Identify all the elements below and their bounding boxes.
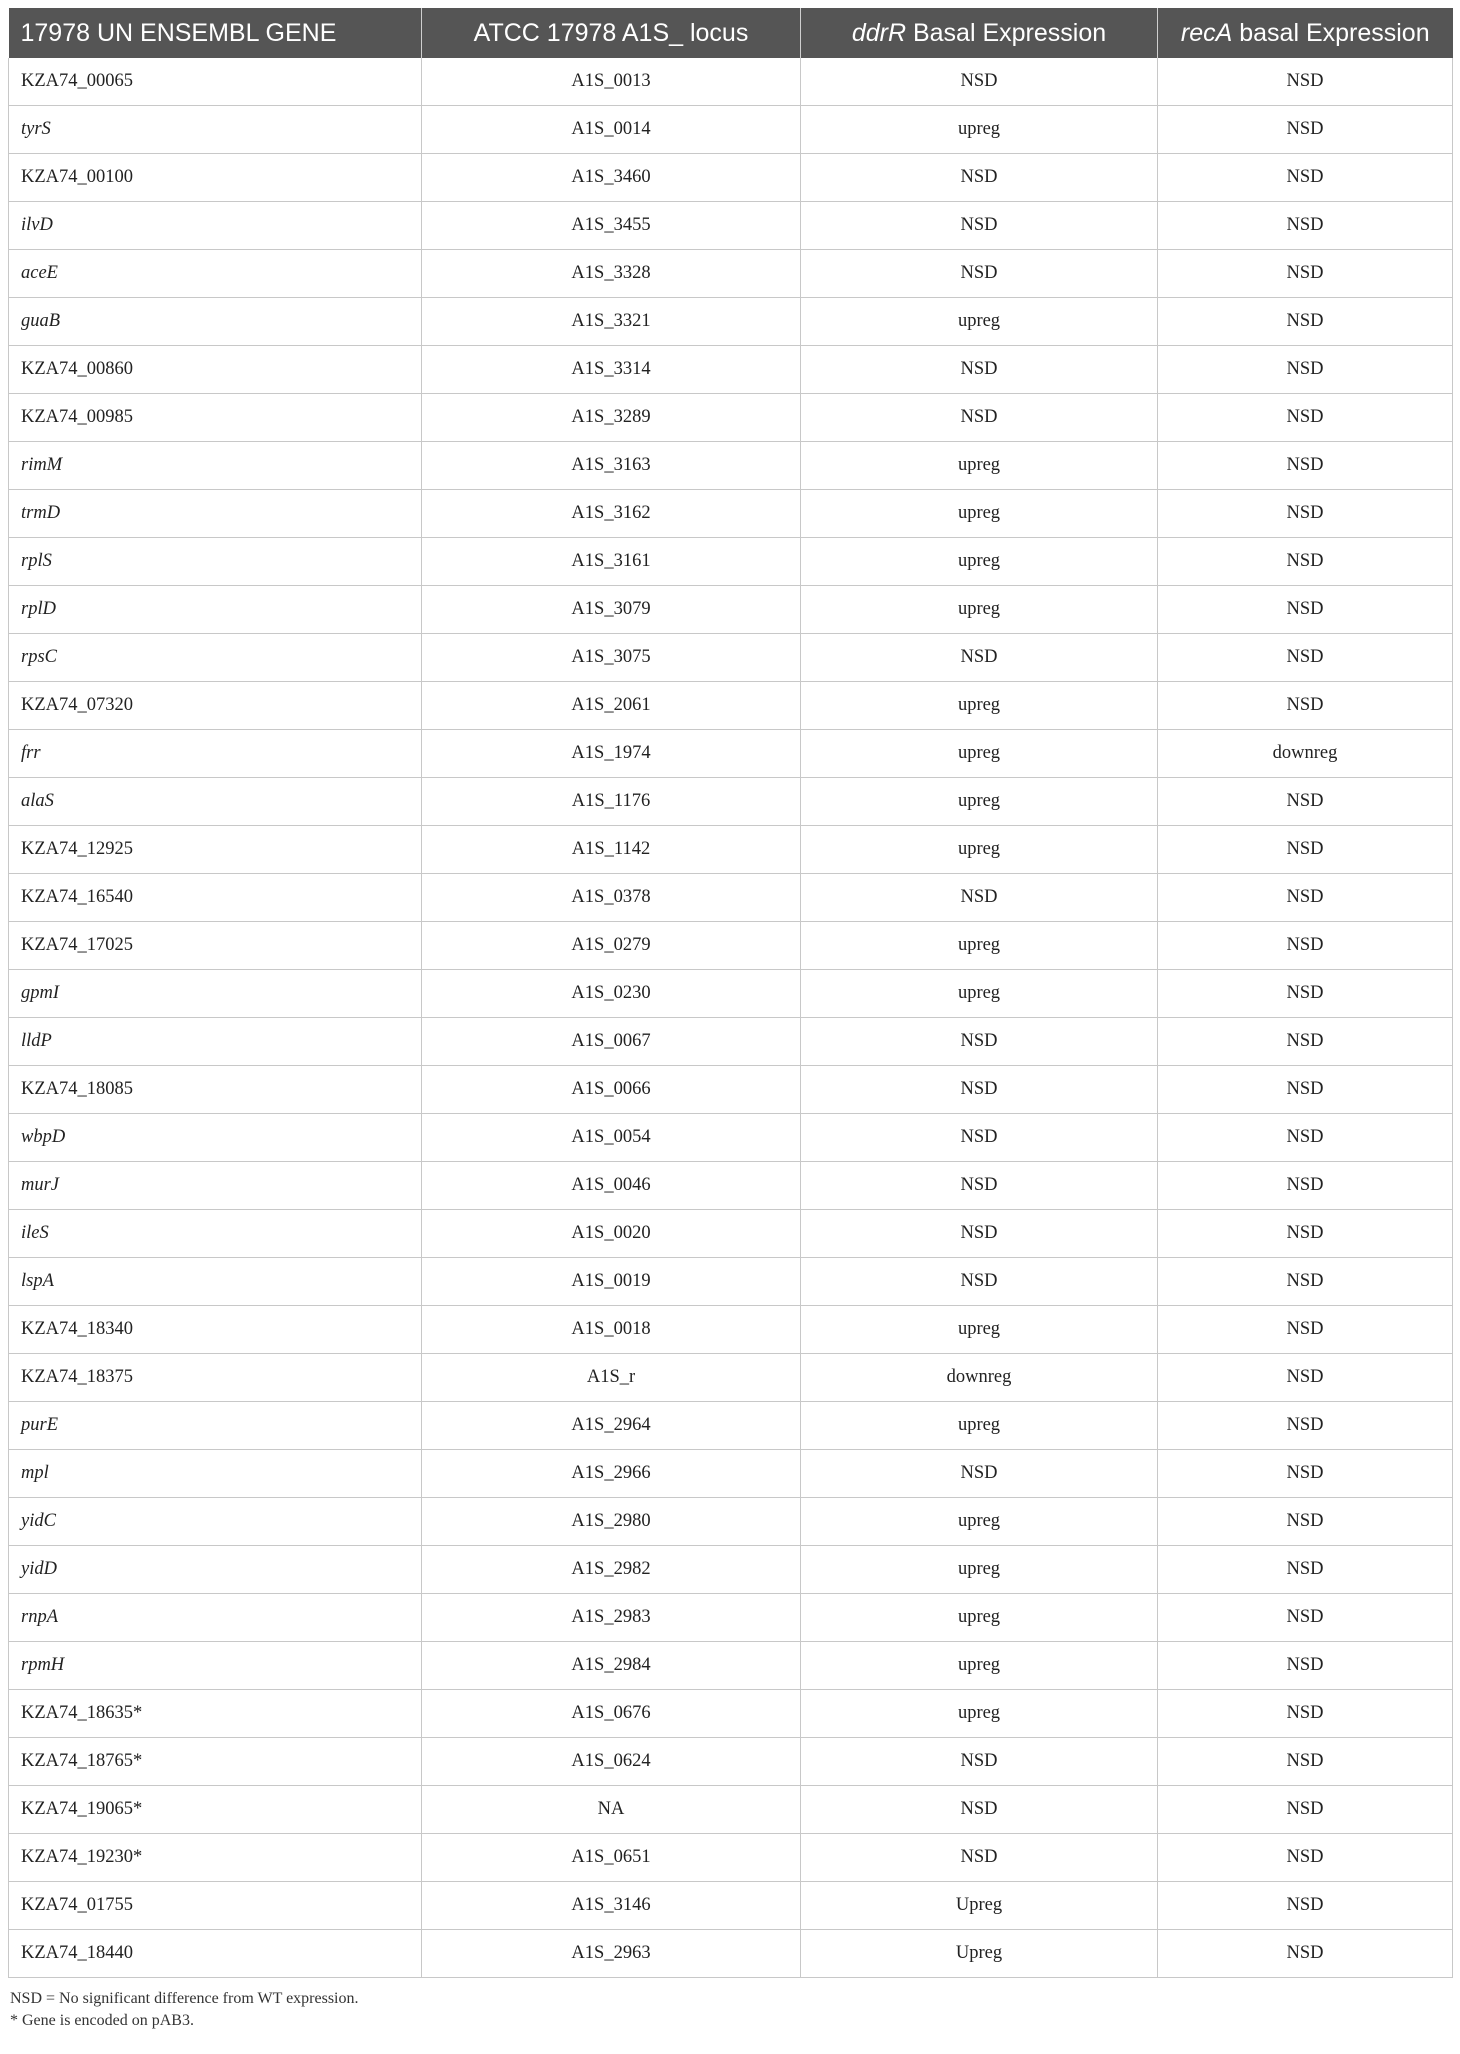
table-row [9, 58, 1453, 106]
ddrr-expression-cell: NSD [801, 250, 1158, 298]
reca-expression-cell: NSD [1158, 1642, 1453, 1690]
footnote-nsd: NSD = No significant difference from WT expression. [10, 1990, 359, 2007]
table-row [9, 1690, 1453, 1738]
table-header [9, 8, 1453, 58]
locus-cell: A1S_3079 [422, 586, 801, 634]
gene-cell: yidD [9, 1546, 422, 1594]
table-row [9, 394, 1453, 442]
table-row [9, 1786, 1453, 1834]
gene-expression-table [8, 8, 1453, 1978]
ddrr-expression-cell: upreg [801, 442, 1158, 490]
table-row [9, 778, 1453, 826]
ddrr-expression-cell: NSD [801, 202, 1158, 250]
reca-expression-cell: NSD [1158, 1738, 1453, 1786]
ddrr-expression-cell: NSD [801, 634, 1158, 682]
reca-expression-cell: NSD [1158, 250, 1453, 298]
gene-cell: KZA74_19230* [9, 1834, 422, 1882]
table-row [9, 538, 1453, 586]
reca-expression-cell: NSD [1158, 1306, 1453, 1354]
table-row [9, 1834, 1453, 1882]
gene-cell: trmD [9, 490, 422, 538]
ddrr-expression-cell: NSD [801, 874, 1158, 922]
locus-cell: A1S_3314 [422, 346, 801, 394]
reca-expression-cell: NSD [1158, 1930, 1453, 1978]
locus-cell: A1S_0624 [422, 1738, 801, 1786]
table-row [9, 1642, 1453, 1690]
table-row [9, 1258, 1453, 1306]
gene-cell: KZA74_00860 [9, 346, 422, 394]
table-row [9, 298, 1453, 346]
table-row [9, 346, 1453, 394]
reca-expression-cell: NSD [1158, 538, 1453, 586]
locus-cell: A1S_0054 [422, 1114, 801, 1162]
ddrr-expression-cell: upreg [801, 682, 1158, 730]
ddrr-expression-cell: upreg [801, 970, 1158, 1018]
gene-cell: KZA74_00100 [9, 154, 422, 202]
gene-cell: KZA74_01755 [9, 1882, 422, 1930]
locus-cell: A1S_0279 [422, 922, 801, 970]
gene-cell: lspA [9, 1258, 422, 1306]
locus-cell: A1S_2980 [422, 1498, 801, 1546]
gene-cell: gpmI [9, 970, 422, 1018]
locus-cell: A1S_3163 [422, 442, 801, 490]
locus-cell: A1S_3455 [422, 202, 801, 250]
gene-cell: KZA74_18085 [9, 1066, 422, 1114]
locus-cell: A1S_0018 [422, 1306, 801, 1354]
table-body [9, 58, 1453, 1978]
ddrr-expression-cell: Upreg [801, 1882, 1158, 1930]
table-row [9, 634, 1453, 682]
gene-cell: rplD [9, 586, 422, 634]
footnote-pab3: * Gene is encoded on pAB3. [10, 2012, 194, 2029]
reca-expression-cell: NSD [1158, 1834, 1453, 1882]
locus-cell: A1S_3460 [422, 154, 801, 202]
reca-expression-cell: NSD [1158, 634, 1453, 682]
locus-cell: A1S_3075 [422, 634, 801, 682]
gene-cell: ilvD [9, 202, 422, 250]
table-footnotes [8, 1988, 1452, 2032]
ddrr-expression-cell: NSD [801, 1114, 1158, 1162]
column-header-gene [9, 8, 422, 58]
reca-expression-cell: NSD [1158, 346, 1453, 394]
reca-expression-cell: NSD [1158, 778, 1453, 826]
table-row [9, 1066, 1453, 1114]
table-row [9, 1114, 1453, 1162]
locus-cell: A1S_3321 [422, 298, 801, 346]
ddrr-expression-cell: downreg [801, 1354, 1158, 1402]
gene-cell: KZA74_18440 [9, 1930, 422, 1978]
ddrr-expression-cell: NSD [801, 1210, 1158, 1258]
column-header-ddrr [801, 8, 1158, 58]
ddrr-expression-cell: upreg [801, 1690, 1158, 1738]
locus-cell: A1S_0378 [422, 874, 801, 922]
ddrr-expression-cell: upreg [801, 1306, 1158, 1354]
locus-cell: A1S_3328 [422, 250, 801, 298]
reca-expression-cell: NSD [1158, 1402, 1453, 1450]
gene-cell: tyrS [9, 106, 422, 154]
locus-cell: A1S_3161 [422, 538, 801, 586]
ddrr-expression-cell: upreg [801, 1402, 1158, 1450]
gene-cell: KZA74_18340 [9, 1306, 422, 1354]
reca-expression-cell: NSD [1158, 1210, 1453, 1258]
locus-cell: A1S_0014 [422, 106, 801, 154]
table-row [9, 1738, 1453, 1786]
table-row [9, 1354, 1453, 1402]
ddrr-expression-cell: Upreg [801, 1930, 1158, 1978]
table-row [9, 1594, 1453, 1642]
table-row [9, 922, 1453, 970]
ddrr-expression-cell: NSD [801, 1018, 1158, 1066]
ddrr-expression-cell: upreg [801, 298, 1158, 346]
reca-expression-cell: NSD [1158, 298, 1453, 346]
gene-cell: rplS [9, 538, 422, 586]
column-header-locus [422, 8, 801, 58]
reca-expression-cell: NSD [1158, 1114, 1453, 1162]
reca-expression-cell: NSD [1158, 1594, 1453, 1642]
ddrr-expression-cell: upreg [801, 538, 1158, 586]
locus-cell: A1S_1142 [422, 826, 801, 874]
ddrr-expression-cell: NSD [801, 1162, 1158, 1210]
gene-cell: lldP [9, 1018, 422, 1066]
ddrr-expression-cell: NSD [801, 1258, 1158, 1306]
gene-cell: KZA74_16540 [9, 874, 422, 922]
gene-cell: alaS [9, 778, 422, 826]
header-text-part: basal Expression [1232, 18, 1430, 47]
reca-expression-cell: NSD [1158, 154, 1453, 202]
gene-cell: murJ [9, 1162, 422, 1210]
table-row [9, 586, 1453, 634]
gene-cell: rpmH [9, 1642, 422, 1690]
reca-expression-cell: NSD [1158, 682, 1453, 730]
locus-cell: A1S_1974 [422, 730, 801, 778]
table-row [9, 1306, 1453, 1354]
gene-cell: rpsC [9, 634, 422, 682]
table-row [9, 1402, 1453, 1450]
ddrr-expression-cell: NSD [801, 1066, 1158, 1114]
gene-cell: frr [9, 730, 422, 778]
locus-cell: A1S_0651 [422, 1834, 801, 1882]
ddrr-expression-cell: NSD [801, 154, 1158, 202]
ddrr-expression-cell: upreg [801, 826, 1158, 874]
locus-cell: A1S_2966 [422, 1450, 801, 1498]
gene-cell: yidC [9, 1498, 422, 1546]
table-row [9, 490, 1453, 538]
reca-expression-cell: NSD [1158, 1546, 1453, 1594]
locus-cell: NA [422, 1786, 801, 1834]
table-container [8, 8, 1452, 2032]
gene-cell: wbpD [9, 1114, 422, 1162]
reca-expression-cell: NSD [1158, 1018, 1453, 1066]
locus-cell: A1S_2983 [422, 1594, 801, 1642]
table-row [9, 154, 1453, 202]
header-text-part: 17978 UN ENSEMBL GENE [20, 18, 337, 47]
ddrr-expression-cell: NSD [801, 1738, 1158, 1786]
table-row [9, 1882, 1453, 1930]
reca-expression-cell: NSD [1158, 922, 1453, 970]
reca-expression-cell: NSD [1158, 1882, 1453, 1930]
reca-expression-cell: NSD [1158, 1354, 1453, 1402]
header-text-part: ATCC 17978 A1S_ locus [473, 18, 749, 47]
locus-cell: A1S_0066 [422, 1066, 801, 1114]
reca-expression-cell: NSD [1158, 1498, 1453, 1546]
table-row [9, 970, 1453, 1018]
locus-cell: A1S_0676 [422, 1690, 801, 1738]
table-row [9, 1498, 1453, 1546]
table-row [9, 1210, 1453, 1258]
reca-expression-cell: NSD [1158, 442, 1453, 490]
reca-expression-cell: NSD [1158, 490, 1453, 538]
reca-expression-cell: NSD [1158, 202, 1453, 250]
table-row [9, 1546, 1453, 1594]
gene-cell: purE [9, 1402, 422, 1450]
table-row [9, 730, 1453, 778]
reca-expression-cell: NSD [1158, 394, 1453, 442]
ddrr-expression-cell: NSD [801, 1786, 1158, 1834]
header-text-part: ddrR [851, 18, 907, 47]
table-row [9, 106, 1453, 154]
header-row [9, 8, 1453, 58]
gene-cell: mpl [9, 1450, 422, 1498]
ddrr-expression-cell: NSD [801, 1450, 1158, 1498]
table-row [9, 682, 1453, 730]
gene-cell: rnpA [9, 1594, 422, 1642]
reca-expression-cell: NSD [1158, 586, 1453, 634]
locus-cell: A1S_2963 [422, 1930, 801, 1978]
locus-cell: A1S_2061 [422, 682, 801, 730]
locus-cell: A1S_3146 [422, 1882, 801, 1930]
ddrr-expression-cell: NSD [801, 58, 1158, 106]
reca-expression-cell: downreg [1158, 730, 1453, 778]
locus-cell: A1S_2964 [422, 1402, 801, 1450]
locus-cell: A1S_0019 [422, 1258, 801, 1306]
locus-cell: A1S_0020 [422, 1210, 801, 1258]
locus-cell: A1S_r [422, 1354, 801, 1402]
ddrr-expression-cell: upreg [801, 1498, 1158, 1546]
ddrr-expression-cell: upreg [801, 1642, 1158, 1690]
ddrr-expression-cell: upreg [801, 778, 1158, 826]
table-row [9, 1450, 1453, 1498]
header-text-part: Basal Expression [906, 18, 1107, 47]
reca-expression-cell: NSD [1158, 1162, 1453, 1210]
locus-cell: A1S_2982 [422, 1546, 801, 1594]
gene-cell: KZA74_00985 [9, 394, 422, 442]
locus-cell: A1S_0230 [422, 970, 801, 1018]
gene-cell: KZA74_17025 [9, 922, 422, 970]
table-row [9, 1930, 1453, 1978]
locus-cell: A1S_0067 [422, 1018, 801, 1066]
reca-expression-cell: NSD [1158, 1690, 1453, 1738]
table-row [9, 874, 1453, 922]
ddrr-expression-cell: upreg [801, 730, 1158, 778]
gene-cell: KZA74_18635* [9, 1690, 422, 1738]
locus-cell: A1S_3162 [422, 490, 801, 538]
gene-cell: KZA74_18375 [9, 1354, 422, 1402]
reca-expression-cell: NSD [1158, 1258, 1453, 1306]
table-row [9, 1162, 1453, 1210]
gene-cell: KZA74_00065 [9, 58, 422, 106]
reca-expression-cell: NSD [1158, 1066, 1453, 1114]
reca-expression-cell: NSD [1158, 1786, 1453, 1834]
header-text-part: recA [1180, 18, 1233, 47]
locus-cell: A1S_0046 [422, 1162, 801, 1210]
ddrr-expression-cell: upreg [801, 106, 1158, 154]
table-row [9, 826, 1453, 874]
table-row [9, 250, 1453, 298]
reca-expression-cell: NSD [1158, 106, 1453, 154]
gene-cell: aceE [9, 250, 422, 298]
gene-cell: KZA74_18765* [9, 1738, 422, 1786]
locus-cell: A1S_1176 [422, 778, 801, 826]
reca-expression-cell: NSD [1158, 970, 1453, 1018]
gene-cell: KZA74_07320 [9, 682, 422, 730]
reca-expression-cell: NSD [1158, 826, 1453, 874]
reca-expression-cell: NSD [1158, 874, 1453, 922]
locus-cell: A1S_3289 [422, 394, 801, 442]
ddrr-expression-cell: NSD [801, 394, 1158, 442]
gene-cell: KZA74_19065* [9, 1786, 422, 1834]
locus-cell: A1S_0013 [422, 58, 801, 106]
ddrr-expression-cell: upreg [801, 490, 1158, 538]
gene-cell: ileS [9, 1210, 422, 1258]
table-row [9, 442, 1453, 490]
reca-expression-cell: NSD [1158, 1450, 1453, 1498]
column-header-reca [1158, 8, 1453, 58]
gene-cell: rimM [9, 442, 422, 490]
table-row [9, 202, 1453, 250]
ddrr-expression-cell: NSD [801, 1834, 1158, 1882]
table-row [9, 1018, 1453, 1066]
ddrr-expression-cell: upreg [801, 1546, 1158, 1594]
ddrr-expression-cell: NSD [801, 346, 1158, 394]
gene-cell: guaB [9, 298, 422, 346]
gene-cell: KZA74_12925 [9, 826, 422, 874]
reca-expression-cell: NSD [1158, 58, 1453, 106]
ddrr-expression-cell: upreg [801, 922, 1158, 970]
ddrr-expression-cell: upreg [801, 1594, 1158, 1642]
locus-cell: A1S_2984 [422, 1642, 801, 1690]
ddrr-expression-cell: upreg [801, 586, 1158, 634]
